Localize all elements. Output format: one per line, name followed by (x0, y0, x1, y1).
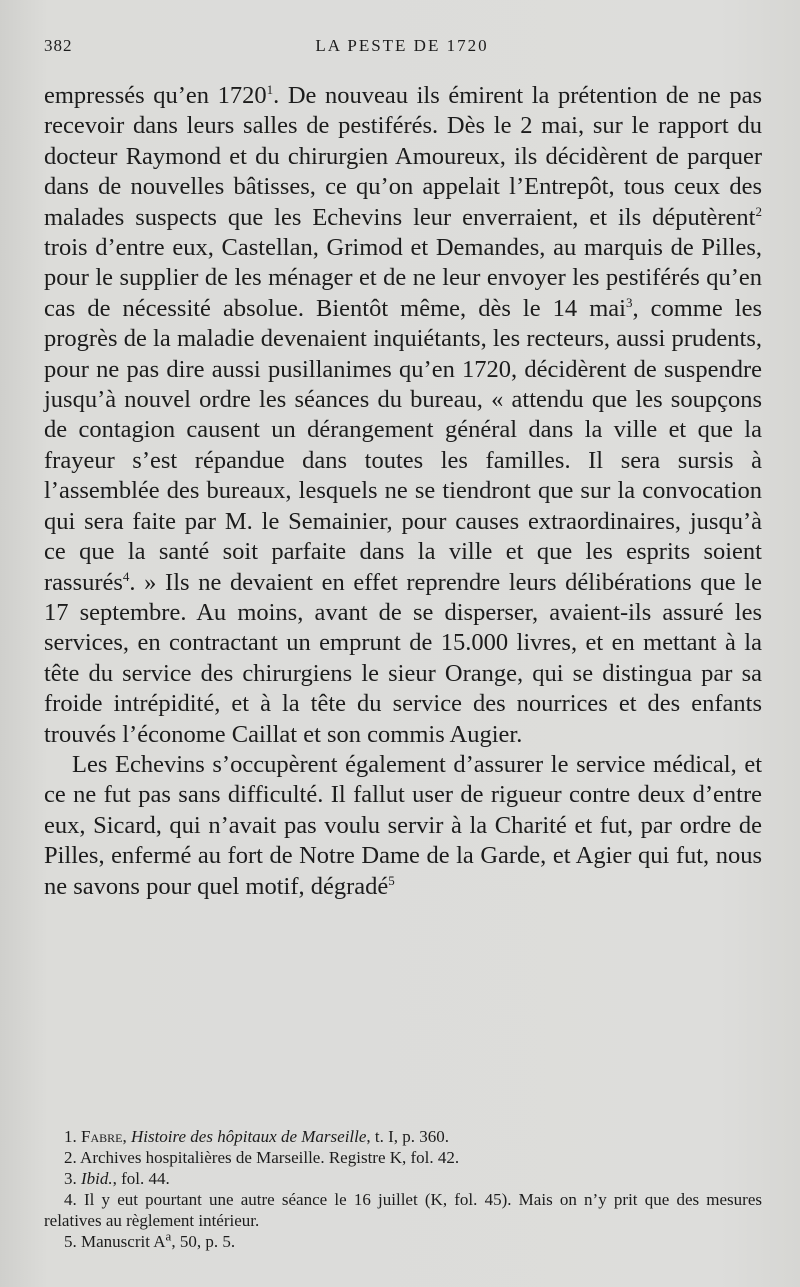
footnote-ibid: Ibid. (81, 1169, 113, 1188)
paragraph-2 (44, 750, 762, 902)
footnote-1 (44, 1126, 762, 1147)
page-number: 382 (44, 36, 73, 55)
paragraph-text: Les Echevins s’occupèrent également d’assurer le service médical, et ce ne fut pas sans difficulté. Il fallut user de rigueur contre deux d’entre eux, Sicard, qui n’avait pas voulu servir à la Charité et fut, par ordre de Pilles, enfermé au fort de Notre Dame de la Garde, et Agier qui fut, nous ne savons pour quel motif, dégradé (44, 750, 762, 900)
footnote-ref-2: 2 (755, 203, 762, 219)
footnote-text: , 50, p. 5. (171, 1232, 236, 1251)
footnote-superscript: a (165, 1228, 172, 1244)
page-header (44, 36, 760, 60)
footnote-ref-5: 5 (388, 872, 395, 888)
paragraph-text: trois d’entre eux, Castellan, Grimod et Demandes, au marquis de Pilles, pour le supplier de les ménager et de ne leur envoyer les pestiférés qu’en cas de nécessité absolue. Bientôt même, dès le 14 mai (44, 234, 762, 322)
paragraph-text: . De nouveau ils émirent la prétention de ne pas recevoir dans leurs salles de pestiférés. Dès le 2 mai, sur le rapport du docteur Raymond et du chirurgien Amoureux, ils décidèrent de parquer dans de nouvelles bâtisses, ce qu’on appelait l’Entrepôt, tous ceux des malades suspects que les Echevins leur enverraient, et ils députèrent (44, 82, 762, 231)
footnote-ref-1: 1 (266, 81, 274, 97)
footnote-text: , (122, 1127, 131, 1146)
footnote-ref-4: 4 (122, 568, 130, 584)
footnote-3 (44, 1168, 762, 1189)
footnote-author: Fabre (81, 1127, 123, 1146)
footnote-title: Histoire des hôpitaux de Marseille (130, 1127, 367, 1146)
footnote-2: 2. Archives hospitalières de Marseille. Registre K, fol. 42. (64, 1148, 460, 1167)
paragraph-1 (44, 81, 762, 750)
footnote-number: 3. (64, 1169, 81, 1188)
paragraph-text: . » Ils ne devaient en effet reprendre leurs délibérations que le 17 septembre. Au moins, avant de se disperser, avaient-ils assuré les services, en contractant un emprunt de 15.000 livres, et en mettant à la tête du service des chirurgiens le sieur Orange, qui se distingua par sa froide intrépidité, et à la tête du service des nourrices et des enfants trouvés l’économe Caillat et son commis Augier. (44, 568, 762, 748)
footnote-text: , t. I, p. 360. (366, 1127, 450, 1146)
footnotes (44, 1126, 762, 1252)
footnote-text: 5. Manuscrit A (64, 1232, 166, 1251)
footnote-4: 4. Il y eut pourtant une autre séance le 16 juillet (K, fol. 45). Mais on n’y prit que des mesures relatives au règlement intérieur. (44, 1190, 762, 1230)
footnote-ref-3: 3 (625, 294, 633, 310)
footnote-5 (44, 1228, 762, 1252)
running-head: LA PESTE DE 1720 (315, 36, 489, 55)
main-text (44, 81, 762, 902)
footnote-text: , fol. 44. (112, 1169, 170, 1188)
paragraph-text: , comme les progrès de la maladie devenaient inquiétants, les recteurs, aussi prudents, pour ne pas dire aussi pusillanimes qu’en 1720, décidèrent de suspendre jusqu’à nouvel ordre les séances du bureau, « attendu que les soupçons de contagion causent un dérangement général dans la ville et que la frayeur s’est répandue dans toutes les familles. Il sera sursis à l’assemblée des bureaux, lesquels ne se tiendront que sur la convocation qui sera faite par M. le Semainier, pour causes extraordinaires, jusqu’à ce que la santé soit parfaite dans la ville et que les esprits soient rassurés (44, 294, 763, 596)
paragraph-text: empressés qu’en 1720 (44, 82, 267, 109)
footnote-number: 1. (64, 1127, 81, 1146)
